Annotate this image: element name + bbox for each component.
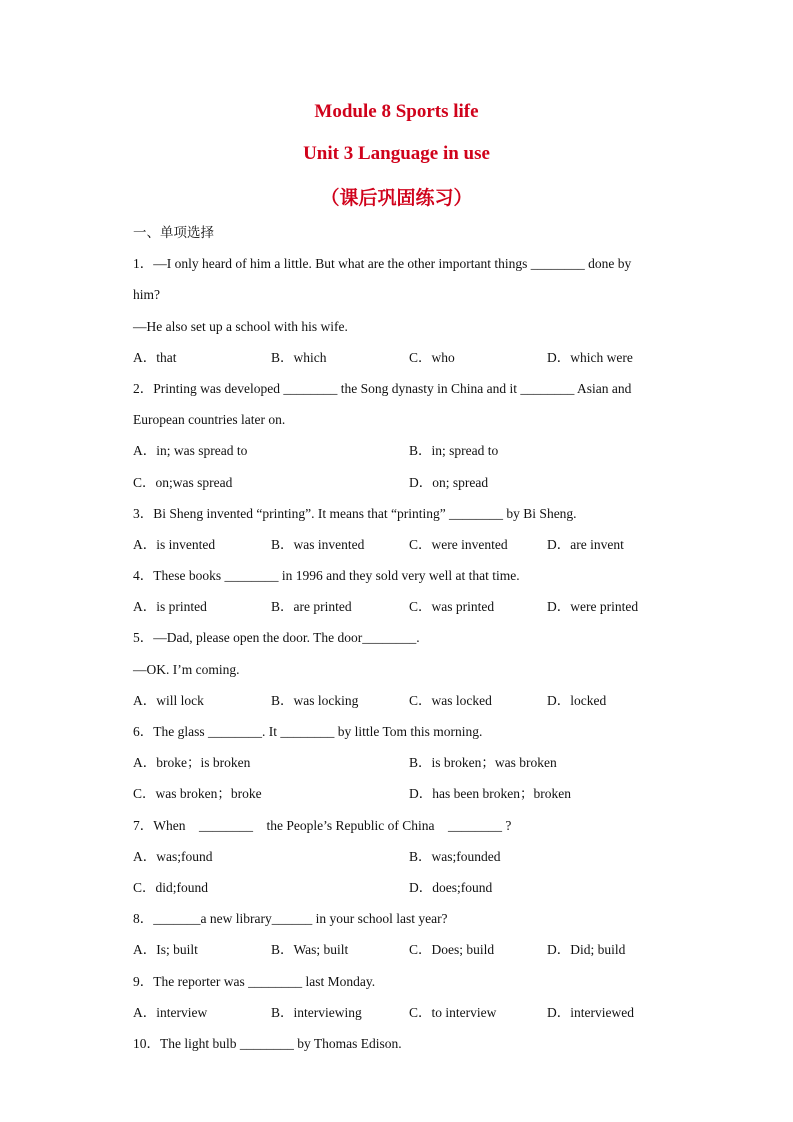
option-d: D．Did; build bbox=[547, 942, 626, 958]
question-9-stem: 9．The reporter was ________ last Monday. bbox=[133, 973, 376, 989]
question-5-stem: 5．—Dad, please open the door. The door________. bbox=[133, 630, 420, 646]
option-d: D．interviewed bbox=[547, 1004, 634, 1020]
option-b: B．Was; built bbox=[271, 942, 349, 958]
question-6-options-row2 bbox=[133, 778, 663, 809]
option-b: B．in; spread to bbox=[409, 443, 499, 459]
option-d: D．on; spread bbox=[409, 474, 489, 490]
question-2-stem: 2．Printing was developed ________ the Song dynasty in China and it ________ Asian and bbox=[133, 380, 632, 396]
question-5-dialogue: —OK. I’m coming. bbox=[133, 661, 240, 677]
option-a: A．in; was spread to bbox=[133, 443, 248, 459]
question-4-stem: 4．These books ________ in 1996 and they sold very well at that time. bbox=[133, 568, 520, 584]
option-d: D．are invent bbox=[547, 536, 624, 552]
question-8-options bbox=[133, 934, 663, 965]
question-2-stem-cont: European countries later on. bbox=[133, 412, 286, 428]
question-8-stem: 8．_______a new library______ in your school last year? bbox=[133, 911, 448, 927]
unit-title: Unit 3 Language in use bbox=[303, 143, 490, 164]
option-b: B．was invented bbox=[271, 536, 365, 552]
question-list bbox=[133, 217, 663, 1059]
question-3-stem: 3．Bi Sheng invented “printing”. It means that “printing” ________ by Bi Sheng. bbox=[133, 505, 577, 521]
option-d: D．which were bbox=[547, 349, 633, 365]
question-9-options bbox=[133, 997, 663, 1028]
option-a: A．interview bbox=[133, 1004, 208, 1020]
option-d: D．has been broken；broken bbox=[409, 786, 571, 802]
question-1-stem-cont: him? bbox=[133, 287, 160, 303]
question-1-dialogue: —He also set up a school with his wife. bbox=[133, 318, 348, 334]
option-d: D．locked bbox=[547, 692, 607, 708]
option-c: C．on;was spread bbox=[133, 474, 233, 490]
option-b: B．which bbox=[271, 349, 327, 365]
question-1-options bbox=[133, 342, 663, 373]
section-heading: 一、单项选择 bbox=[133, 225, 214, 240]
option-a: A．broke；is broken bbox=[133, 755, 251, 771]
option-a: A．Is; built bbox=[133, 942, 198, 958]
question-5-options bbox=[133, 685, 663, 716]
option-a: A．is invented bbox=[133, 536, 216, 552]
question-7-options-row1 bbox=[133, 841, 663, 872]
option-c: C．did;found bbox=[133, 879, 209, 895]
question-7-stem: 7．When ________ the People’s Republic of China ________ ? bbox=[133, 817, 512, 833]
module-title: Module 8 Sports life bbox=[314, 101, 479, 122]
option-b: B．are printed bbox=[271, 599, 352, 615]
option-b: B．was locking bbox=[271, 692, 359, 708]
question-2-options-row2 bbox=[133, 467, 663, 498]
option-c: C．to interview bbox=[409, 1004, 497, 1020]
option-d: D．were printed bbox=[547, 599, 639, 615]
option-b: B．interviewing bbox=[271, 1004, 362, 1020]
question-10-stem: 10．The light bulb ________ by Thomas Edison. bbox=[133, 1035, 402, 1051]
option-c: C．was printed bbox=[409, 599, 495, 615]
option-d: D．does;found bbox=[409, 879, 493, 895]
option-c: C．was locked bbox=[409, 692, 492, 708]
option-c: C．Does; build bbox=[409, 942, 495, 958]
option-a: A．was;found bbox=[133, 848, 213, 864]
option-a: A．will lock bbox=[133, 692, 204, 708]
option-a: A．is printed bbox=[133, 599, 207, 615]
exercise-subtitle: （课后巩固练习） bbox=[320, 188, 473, 209]
question-4-options bbox=[133, 591, 663, 622]
question-3-options bbox=[133, 529, 663, 560]
option-c: C．who bbox=[409, 349, 455, 365]
option-c: C．were invented bbox=[409, 536, 508, 552]
question-1-stem: 1．—I only heard of him a little. But what are the other important things ________ done by bbox=[133, 256, 632, 272]
question-6-options-row1 bbox=[133, 747, 663, 778]
option-c: C．was broken；broke bbox=[133, 786, 262, 802]
option-a: A．that bbox=[133, 349, 177, 365]
question-7-options-row2 bbox=[133, 872, 663, 903]
question-2-options-row1 bbox=[133, 435, 663, 466]
question-6-stem: 6．The glass ________. It ________ by little Tom this morning. bbox=[133, 724, 483, 739]
option-b: B．is broken；was broken bbox=[409, 755, 557, 771]
option-b: B．was;founded bbox=[409, 848, 501, 864]
